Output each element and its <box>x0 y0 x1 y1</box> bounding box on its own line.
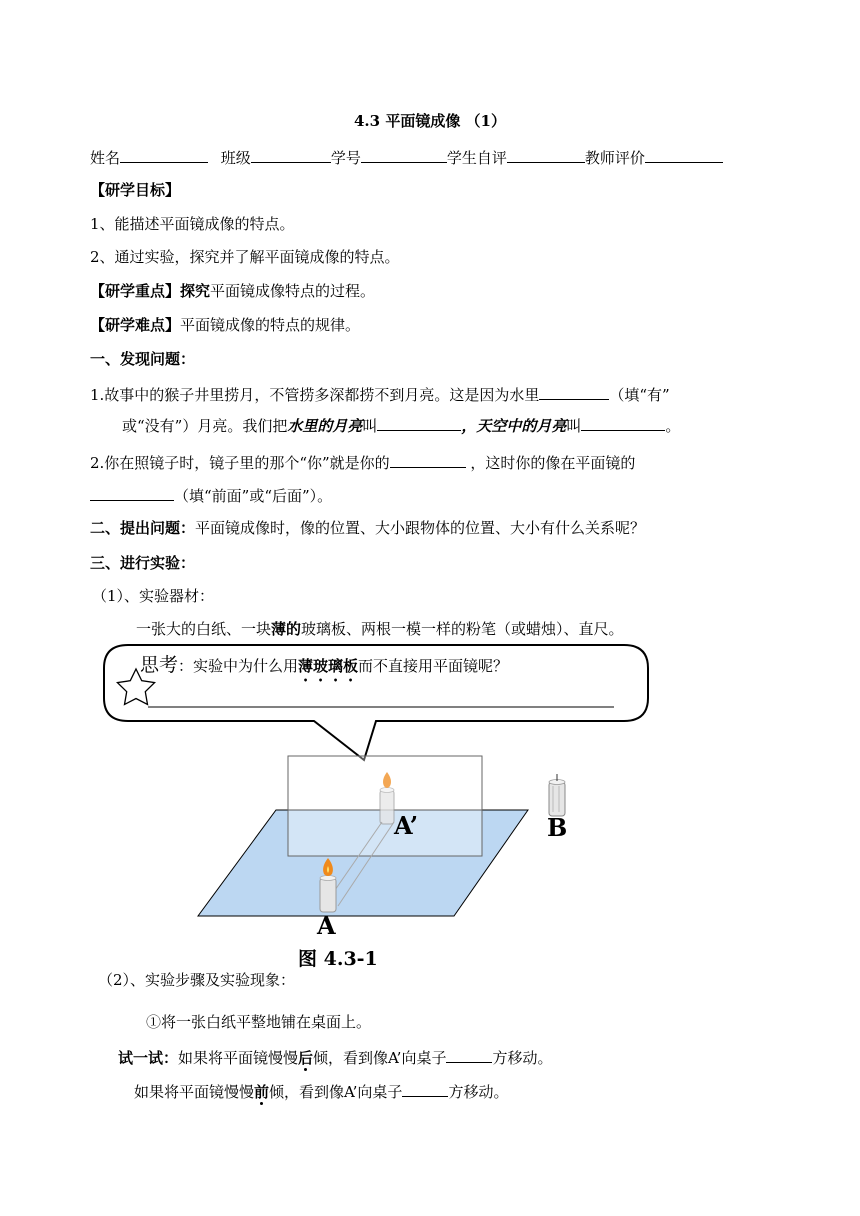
question-text: 2.你在照镜子时，镜子里的那个“你”就是你的 <box>90 454 390 472</box>
page-title: 4.3 平面镜成像 （1） <box>354 112 506 130</box>
steps-heading: （2）、实验步骤及实验现象： <box>98 971 296 989</box>
candle-b <box>549 774 565 816</box>
question-text: 叫 <box>566 417 582 435</box>
objective-item: 2、通过实验，探究并了解平面镜成像的特点。 <box>90 248 400 266</box>
key-point-text: 平面镜成像特点的过程。 <box>210 282 376 300</box>
question-text: ，这时你的像在平面镜的 <box>465 454 636 472</box>
try-text: 方移动。 <box>448 1083 509 1101</box>
try-text: 如果将平面镜慢慢 <box>134 1083 255 1101</box>
try-emphasis: 前 <box>254 1083 270 1101</box>
question-text: （填“前面”或“后面”）。 <box>174 487 333 505</box>
try-text: 倾，看到像A’向桌子 <box>269 1083 403 1101</box>
question-text: （填“有” <box>609 386 670 404</box>
try-text: 方移动。 <box>492 1049 553 1067</box>
think-question <box>140 655 508 685</box>
materials-bold: 薄的 <box>271 620 302 638</box>
think-text: 而不直接用平面镜呢？ <box>358 657 509 675</box>
step-1: ①将一张白纸平整地铺在桌面上。 <box>146 1013 372 1031</box>
try-line-2 <box>134 1080 508 1102</box>
try-text: 倾，看到像A’向桌子 <box>313 1049 447 1067</box>
try-label: 试一试： <box>118 1049 179 1067</box>
think-emphasis: 薄玻璃板 <box>298 657 359 675</box>
name-label: 姓名 <box>90 149 121 167</box>
materials-part: 一张大的白纸、一块 <box>136 620 272 638</box>
self-eval-label: 学生自评 <box>446 149 507 167</box>
think-label: 思考 <box>140 654 179 676</box>
try-emphasis: 后 <box>298 1049 314 1067</box>
difficulty-label: 【研学难点】 <box>90 316 181 334</box>
question-text: 。 <box>665 417 681 435</box>
key-point-label: 【研学重点】 <box>90 282 181 300</box>
class-label: 班级 <box>220 149 251 167</box>
label-a-prime: A’ <box>394 811 419 840</box>
difficulty-text: 平面镜成像的特点的规律。 <box>180 316 361 334</box>
answer-blank[interactable] <box>402 1080 448 1097</box>
teacher-eval-label: 教师评价 <box>584 149 645 167</box>
materials-part: 玻璃板、两根一模一样的粉笔（或蜡烛）、直尺。 <box>301 620 624 638</box>
key-point-bold: 探究 <box>180 282 211 300</box>
section-text: 平面镜成像时，像的位置、大小跟物体的位置、大小有什么关系呢？ <box>195 519 646 537</box>
question-text: 或“没有”）月亮。我们把 <box>122 417 288 435</box>
emphasis-text: 水里的月亮 <box>287 417 363 435</box>
section-heading: 三、进行实验： <box>90 554 196 572</box>
section-heading: 一、发现问题： <box>90 350 196 368</box>
try-line-1 <box>118 1046 552 1068</box>
label-b: B <box>547 813 568 842</box>
think-text: ：实验中为什么用 <box>178 657 299 675</box>
emphasis-text: ，天空中的月亮 <box>461 417 567 435</box>
figure-caption: 图 4.3-1 <box>298 948 378 970</box>
objective-item: 1、能描述平面镜成像的特点。 <box>90 215 295 233</box>
number-label: 学号 <box>330 149 361 167</box>
try-text: 如果将平面镜慢慢 <box>178 1049 299 1067</box>
label-a: A <box>317 911 336 940</box>
question-text: 1.故事中的猴子井里捞月，不管捞多深都捞不到月亮。这是因为水里 <box>90 386 540 404</box>
objectives-heading: 【研学目标】 <box>90 181 181 199</box>
section-heading: 二、提出问题： <box>90 519 196 537</box>
materials-heading: （1）、实验器材： <box>92 587 215 605</box>
answer-blank[interactable] <box>446 1046 492 1063</box>
question-text: 叫 <box>362 417 378 435</box>
